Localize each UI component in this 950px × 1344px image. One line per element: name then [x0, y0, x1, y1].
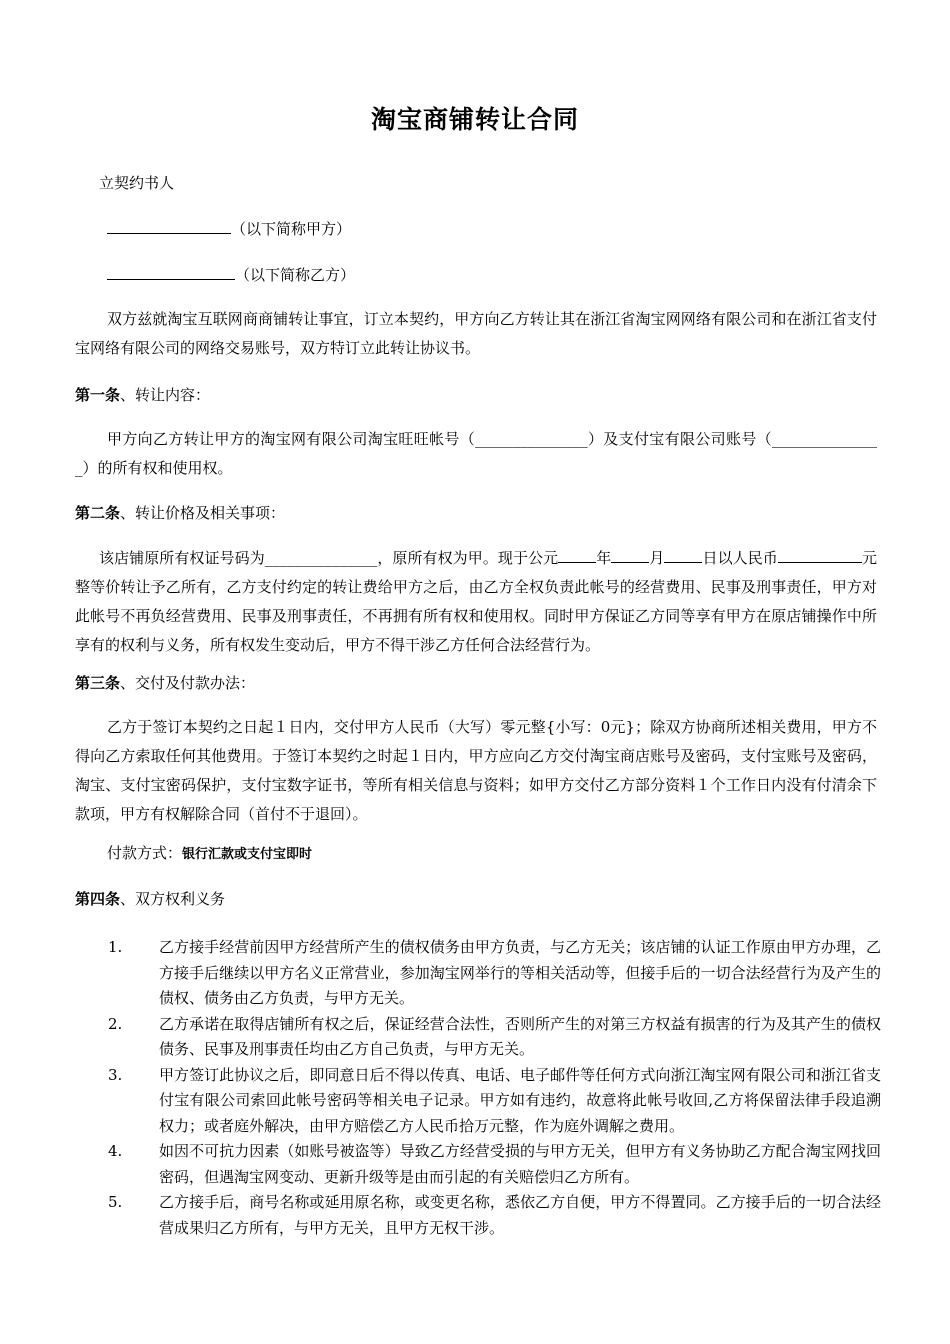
- list-item-number: 2.: [108, 1014, 123, 1033]
- list-item-number: 4.: [108, 1142, 123, 1160]
- article-2-part1: 该店铺原所有权证号码为_______________，原所有权为甲。现于公元: [99, 549, 559, 567]
- list-item-text: 乙方接手后，商号名称或延用原名称，或变更名称，悉依乙方自便，甲方不得置同。乙方接手后的一切合法经营成果归乙方所有，与甲方无关，且甲方无权干涉。: [159, 1193, 881, 1237]
- list-item: [75, 935, 881, 1012]
- article-4-number: 第四条: [75, 890, 121, 908]
- month-blank: [611, 547, 649, 563]
- article-2-year: 年: [596, 549, 612, 567]
- party-b-suffix: （以下简称乙方）: [235, 266, 356, 284]
- article-3-number: 第三条: [75, 674, 121, 692]
- party-a-suffix: （以下简称甲方）: [231, 220, 352, 238]
- party-b-line: [107, 264, 355, 285]
- list-item-text: 乙方接手经营前因甲方经营所产生的债权债务由甲方负责，与乙方无关；该店铺的认证工作原由甲方办理，乙方接手后继续以甲方名义正常营业，参加淘宝网举行的等相关活动等，但接手后的一切合法经营行为及产生的债权、债务由乙方负责，与甲方无关。: [159, 938, 881, 1007]
- list-item-text: 乙方承诺在取得店铺所有权之后，保证经营合法性，否则所产生的对第三方权益有损害的行为及其产生的债权债务、民事及刑事责任均由乙方自己负责，与甲方无关。: [159, 1014, 881, 1058]
- amount-blank-1: [778, 547, 814, 563]
- article-2-part2: 日以人民币: [702, 549, 778, 567]
- list-item-number: 5.: [108, 1193, 123, 1211]
- article-2-part3: 元整等价转让予乙所有，乙方支付约定的转让费给甲方之后，由乙方全权负责此帐号的经营费用、民事及刑事责任，甲方对此帐号不再负经营费用、民事及刑事责任，不再拥有所有权和使用权。同时甲方保证乙方同等享有甲方在原店铺操作中所享有的权利与义务，所有权发生变动后，甲方不得干涉乙方任何合法经营行为。: [75, 549, 877, 654]
- list-item-number: 3.: [108, 1065, 123, 1084]
- payment-value: 银行汇款或支付宝即时: [182, 847, 313, 862]
- list-item: [75, 1012, 881, 1063]
- article-2-month: 月: [649, 549, 665, 567]
- amount-blank-2: [814, 547, 862, 563]
- payment-label: 付款方式：: [107, 844, 183, 862]
- party-b-blank: [107, 264, 235, 280]
- article-2-body: [75, 544, 877, 660]
- document-title: 淘宝商铺转让合同: [370, 105, 579, 134]
- party-a-blank: [107, 218, 231, 234]
- list-item: [75, 1190, 881, 1241]
- article-1-body: 甲方向乙方转让甲方的淘宝网有限公司淘宝旺旺帐号（_______________）及支付宝有限公司账号（_______________）的所有权和使用权。: [75, 430, 877, 477]
- list-item-text: 甲方签订此协议之后，即同意日后不得以传真、电话、电子邮件等任何方式向浙江淘宝网有限公司和浙江省支付宝有限公司索回此帐号密码等相关电子记录。甲方如有违约，故意将此帐号收回,乙方将保留法律手段追溯权力；或者庭外解决，由甲方赔偿乙方人民币拾万元整，作为庭外调解之费用。: [159, 1065, 881, 1135]
- payment-method-line: [107, 842, 312, 863]
- article-1-title: 、转让内容：: [120, 386, 211, 404]
- article-2-title: 、转让价格及相关事项：: [120, 504, 286, 522]
- day-blank: [664, 547, 702, 563]
- article-1-number: 第一条: [75, 386, 121, 404]
- list-item-number: 1.: [108, 938, 123, 956]
- year-blank: [558, 547, 596, 563]
- parties-label: 立契约书人: [99, 174, 175, 192]
- article-2-heading: [75, 502, 285, 523]
- list-item-text: 如因不可抗力因素（如账号被盗等）导致乙方经营受损的与甲方无关，但甲方有义务协助乙方配合淘宝网找回密码，但遇淘宝网变动、更新升级等是由而引起的有关赔偿归乙方所有。: [159, 1142, 881, 1186]
- list-item: [75, 1139, 881, 1190]
- obligations-list: [75, 935, 881, 1241]
- article-3-body: 乙方于签订本契约之日起１日内，交付甲方人民币（大写）零元整{小写：0元}；除双方协商所述相关费用，甲方不得向乙方索取任何其他费用。于签订本契约之时起１日内，甲方应向乙方交付淘宝商店账号及密码，支付宝账号及密码，淘宝、支付宝密码保护，支付宝数字证书，等所有相关信息与资料；如甲方交付乙方部分资料１个工作日内没有付清余下款项，甲方有权解除合同（首付不于退回）。: [75, 718, 877, 823]
- article-2-number: 第二条: [75, 504, 121, 522]
- article-3-heading: [75, 672, 255, 693]
- article-4-title: 、双方权利义务: [120, 890, 226, 908]
- article-1-heading: [75, 384, 210, 405]
- article-3-title: 、交付及付款办法：: [120, 674, 256, 692]
- article-4-heading: [75, 888, 225, 909]
- intro-paragraph: 双方兹就淘宝互联网商商铺转让事宜，订立本契约，甲方向乙方转让其在浙江省淘宝网网络有限公司和在浙江省支付宝网络有限公司的网络交易账号，双方特订立此转让协议书。: [75, 310, 877, 357]
- list-item: [75, 1063, 881, 1140]
- party-a-line: [107, 218, 351, 239]
